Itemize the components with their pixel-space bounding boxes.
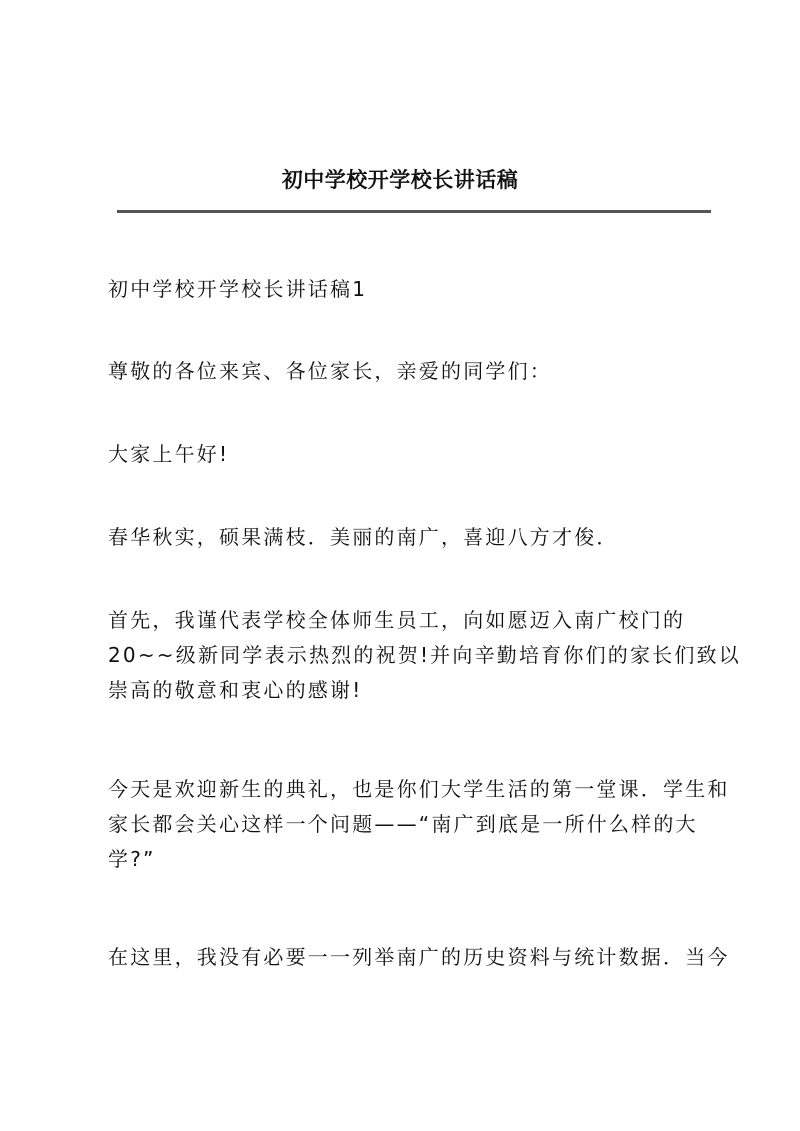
paragraph-line: 首先，我谨代表学校全体师生员工，向如愿迈入南广校门的 — [108, 608, 686, 632]
paragraph-salutation — [108, 354, 718, 389]
paragraph-line: 学?” — [108, 847, 156, 871]
paragraph-line: 在这里，我没有必要一一列举南广的历史资料与统计数据．当今 — [108, 945, 730, 969]
paragraph-welcome — [108, 772, 730, 877]
paragraph-congratulations — [108, 603, 741, 708]
document-title: 初中学校开学校长讲话稿 — [281, 167, 519, 192]
title-underline — [117, 210, 711, 213]
paragraph-line: 今天是欢迎新生的典礼，也是你们大学生活的第一堂课．学生和 — [108, 777, 730, 801]
paragraph-line: 20~~级新同学表示热烈的祝贺!并向辛勤培育你们的家长们致以 — [108, 643, 741, 667]
paragraph-opening — [108, 520, 718, 555]
paragraph-history — [108, 940, 730, 975]
paragraph-greeting — [108, 437, 718, 472]
paragraph-heading — [108, 272, 718, 307]
paragraph-line: 尊敬的各位来宾、各位家长，亲爱的同学们： — [108, 359, 552, 383]
paragraph-line: 崇高的敬意和衷心的感谢! — [108, 678, 363, 702]
paragraph-line: 大家上午好! — [108, 442, 230, 466]
paragraph-line: 春华秋实，硕果满枝．美丽的南广，喜迎八方才俊． — [108, 525, 619, 549]
paragraph-line: 初中学校开学校长讲话稿1 — [108, 277, 368, 301]
paragraph-line: 家长都会关心这样一个问题——“南广到底是一所什么样的大 — [108, 812, 698, 836]
